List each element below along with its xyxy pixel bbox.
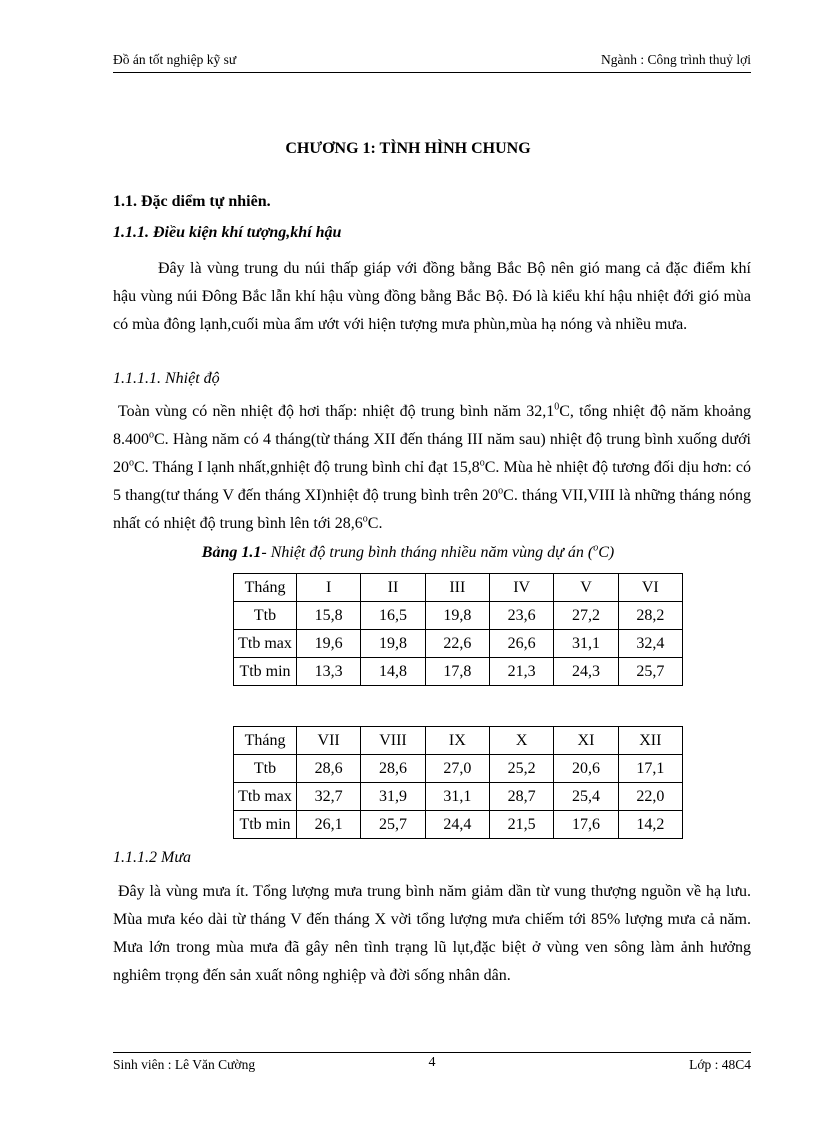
temperature-heading: 1.1.1.1. Nhiệt độ — [113, 370, 220, 387]
temp-text-1: Toàn vùng có nền nhiệt độ hơi thấp: nhiệt độ trung bình năm 32,1 — [118, 403, 555, 420]
table-row — [234, 755, 683, 783]
header-right: Ngành : Công trình thuỷ lợi — [600, 52, 751, 67]
page-footer — [113, 1052, 751, 1075]
table-cell: 14,2 — [618, 811, 682, 839]
header-cell: Tháng — [234, 574, 297, 602]
table-cell: 22,0 — [618, 783, 682, 811]
header-cell: VI — [618, 574, 682, 602]
temp-text-6: C. tháng VII,VIII là những tháng nóng nhất có nhiệt độ trung bình lên tới 28,6 — [113, 487, 751, 532]
temp-text-4: C. Tháng I lạnh nhất,gnhiệt độ trung bình chỉ đạt 15,8 — [134, 459, 480, 476]
header-cell: Tháng — [234, 727, 297, 755]
temp-text-2: C, tổng nhiệt độ năm khoảng 8.400 — [113, 403, 751, 448]
page-number: 4 — [428, 1055, 436, 1070]
temperature-paragraph — [113, 398, 751, 538]
table-cell: Ttb max — [234, 630, 297, 658]
table-cell: 32,7 — [297, 783, 361, 811]
degree-sup: o — [498, 485, 504, 497]
section-heading: 1.1. Đặc diểm tự nhiên. — [113, 193, 271, 210]
header-left: Đồ án tốt nghiệp kỹ sư — [113, 52, 237, 67]
table-row — [234, 811, 683, 839]
table-caption — [0, 544, 816, 562]
header-cell: IV — [489, 574, 553, 602]
table-cell: 24,4 — [425, 811, 489, 839]
footer-student: Sinh viên : Lê Văn Cường — [113, 1057, 256, 1072]
header-cell: I — [297, 574, 361, 602]
temperature-table-1 — [233, 573, 683, 686]
table-cell: Ttb — [234, 602, 297, 630]
table-cell: 26,6 — [489, 630, 553, 658]
table-cell: 25,4 — [554, 783, 618, 811]
table-cell: Ttb max — [234, 783, 297, 811]
table-cell: 15,8 — [297, 602, 361, 630]
degree-sup: o — [149, 429, 154, 441]
table-row — [234, 602, 683, 630]
table-cell: Ttb min — [234, 658, 297, 686]
caption-text: - Nhiệt độ trung bình tháng nhiều năm vùng dự án ( — [261, 544, 594, 561]
caption-label: Bảng 1.1 — [201, 544, 262, 561]
table-cell: 31,1 — [425, 783, 489, 811]
header-cell: IX — [425, 727, 489, 755]
footer-class: Lớp : 48C4 — [689, 1057, 751, 1072]
table-cell: Ttb min — [234, 811, 297, 839]
table-cell: 23,6 — [489, 602, 553, 630]
table-cell: 27,0 — [425, 755, 489, 783]
table-cell: 22,6 — [425, 630, 489, 658]
subsection-heading: 1.1.1. Điều kiện khí tượng,khí hậu — [113, 224, 342, 241]
caption-unit: C) — [598, 544, 615, 561]
table-cell: 28,2 — [618, 602, 682, 630]
table-cell: 25,7 — [618, 658, 682, 686]
table-cell: 20,6 — [554, 755, 618, 783]
table-cell: 26,1 — [297, 811, 361, 839]
temp-text-3: C. Hàng năm có 4 tháng(từ tháng XII đến tháng III năm sau) nhiệt độ trung bình xuống dưới 20 — [113, 431, 751, 476]
table-row — [234, 630, 683, 658]
intro-paragraph: Đây là vùng trung du núi thấp giáp với đồng bằng Bắc Bộ nên gió mang cả đặc điểm khí hậu vùng núi Đông Bắc lẫn khí hậu vùng đồng bằng Bắc Bộ. Đó là kiểu khí hậu nhiệt đới gió mùa có mùa đông lạnh,cuối mùa ẩm ướt với hiện tượng mưa phùn,mùa hạ nóng và nhiều mưa. — [113, 260, 751, 333]
header-cell: VII — [297, 727, 361, 755]
table-cell: 31,9 — [361, 783, 425, 811]
chapter-title: CHƯƠNG 1: TÌNH HÌNH CHUNG — [285, 140, 531, 157]
table-row — [234, 658, 683, 686]
table-header-row — [234, 727, 683, 755]
table-cell: 28,7 — [489, 783, 553, 811]
page-header — [113, 50, 751, 73]
temp-text-5: C. Mùa hè nhiệt độ tương đối dịu hơn: có 5 thang(tư tháng V đến tháng XI)nhiệt độ trung bình trên 20 — [113, 459, 752, 504]
temperature-table-2 — [233, 726, 683, 839]
table-cell: 21,3 — [489, 658, 553, 686]
header-cell: XII — [618, 727, 682, 755]
table-cell: 16,5 — [361, 602, 425, 630]
table-cell: 25,7 — [361, 811, 425, 839]
rain-heading: 1.1.1.2 Mưa — [113, 849, 192, 866]
table-cell: 28,6 — [361, 755, 425, 783]
table-cell: 19,8 — [361, 630, 425, 658]
header-cell: XI — [554, 727, 618, 755]
table-cell: 17,8 — [425, 658, 489, 686]
degree-sup: o — [593, 542, 599, 554]
table-cell: 14,8 — [361, 658, 425, 686]
table-cell: 17,1 — [618, 755, 682, 783]
table-cell: 19,6 — [297, 630, 361, 658]
table-cell: Ttb — [234, 755, 297, 783]
table-cell: 24,3 — [554, 658, 618, 686]
table-row — [234, 783, 683, 811]
table-cell: 28,6 — [297, 755, 361, 783]
degree-sup: 0 — [554, 401, 560, 413]
header-cell: X — [489, 727, 553, 755]
header-cell: V — [554, 574, 618, 602]
rain-paragraph: Đây là vùng mưa ít. Tổng lượng mưa trung bình năm giảm dần từ vung thượng nguồn về hạ lưu. Mùa mưa kéo dài từ tháng V đến tháng X vời tổng lượng mưa chiếm tới 85% lượng mưa cả năm. Mưa lớn trong mùa mưa đã gây nên tình trạng lũ lụt,đặc biệt ở vùng ven sông làm ảnh hưởng nghiêm trọng đến sản xuất nông nghiệp và đời sống nhân dân. — [113, 883, 751, 984]
degree-sup: o — [129, 457, 134, 469]
table-cell: 17,6 — [554, 811, 618, 839]
header-cell: VIII — [361, 727, 425, 755]
table-header-row — [234, 574, 683, 602]
table-cell: 25,2 — [489, 755, 553, 783]
temp-text-7: C. — [367, 515, 383, 532]
header-cell: II — [361, 574, 425, 602]
header-cell: III — [425, 574, 489, 602]
table-cell: 21,5 — [489, 811, 553, 839]
table-cell: 31,1 — [554, 630, 618, 658]
table-cell: 19,8 — [425, 602, 489, 630]
degree-sup: o — [362, 513, 368, 525]
table-cell: 32,4 — [618, 630, 682, 658]
table-cell: 27,2 — [554, 602, 618, 630]
table-cell: 13,3 — [297, 658, 361, 686]
degree-sup: o — [479, 457, 485, 469]
